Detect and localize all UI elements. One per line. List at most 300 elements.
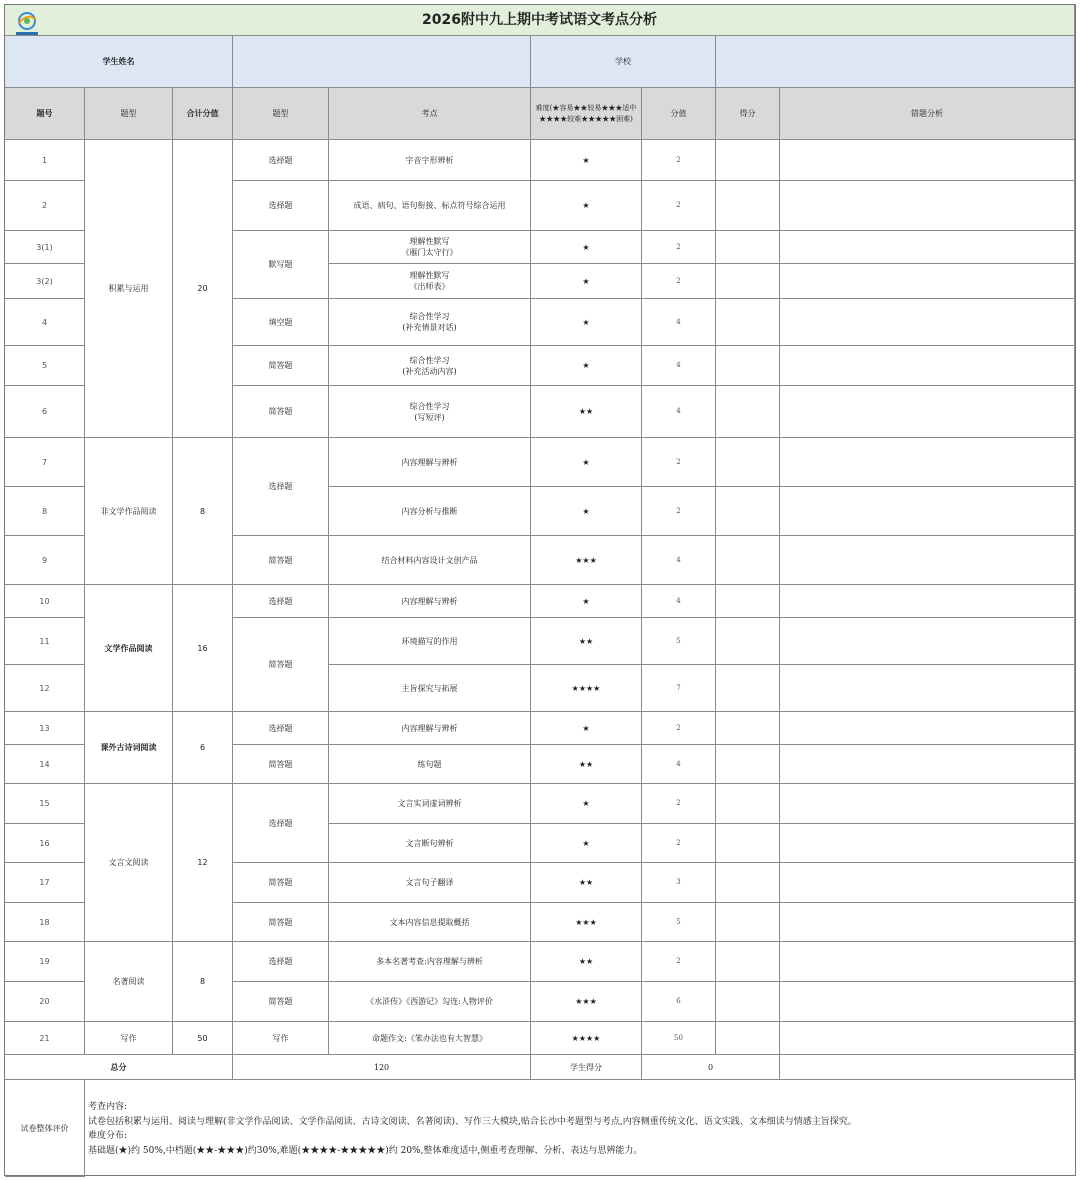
topic-cell (329, 181, 531, 231)
earned-score-cell[interactable] (716, 231, 780, 264)
score-cell-text: 2 (676, 506, 681, 515)
question-no-text: 19 (39, 957, 50, 966)
topic-cell-text: 主旨探究与拓展 (401, 683, 458, 693)
question-no-text: 3(1) (36, 242, 53, 252)
score-cell (642, 1022, 716, 1055)
section-name-text: 非文学作品阅读 (100, 506, 157, 516)
section-name (85, 942, 173, 1022)
error-analysis-cell[interactable] (780, 585, 1075, 618)
difficulty-cell-text: ★ (582, 155, 590, 165)
difficulty-cell-text: ★★ (578, 759, 594, 769)
topic-cell (329, 299, 531, 346)
score-cell-text: 50 (674, 1033, 683, 1042)
difficulty-cell (531, 487, 642, 536)
section-total-text: 8 (199, 506, 206, 516)
error-analysis-cell[interactable] (780, 903, 1075, 942)
topic-cell-text: 理解性默写 《雁门太守行》 (401, 237, 458, 257)
question-no (5, 386, 85, 438)
question-no-text: 15 (39, 799, 50, 808)
logo-icon (13, 11, 41, 37)
header-1-text: 题号 (36, 109, 53, 118)
topic-cell-text: 《水浒传》《西游记》勾连:人物评价 (366, 997, 493, 1006)
score-cell (642, 438, 716, 487)
topic-cell (329, 903, 531, 942)
error-analysis-cell[interactable] (780, 299, 1075, 346)
difficulty-cell-text: ★★ (578, 636, 594, 646)
difficulty-cell-text: ★ (582, 242, 590, 252)
question-no-text: 7 (41, 457, 48, 467)
score-cell-text: 2 (676, 723, 681, 732)
question-type (233, 1022, 329, 1055)
difficulty-cell-text: ★ (582, 276, 590, 286)
question-type-text: 选择题 (268, 957, 293, 966)
topic-cell-text: 练句题 (417, 759, 442, 769)
question-type (233, 745, 329, 784)
topic-cell-text: 理解性默写 《出师表》 (409, 271, 450, 291)
difficulty-cell (531, 942, 642, 982)
difficulty-cell-text: ★ (582, 799, 590, 808)
error-analysis-cell[interactable] (780, 942, 1075, 982)
header-6-text: 难度(★容易★★较易★★★适中★★★★较难★★★★★困难) (535, 103, 637, 123)
error-analysis-cell[interactable] (780, 346, 1075, 386)
topic-cell (329, 982, 531, 1022)
earned-score-cell[interactable] (716, 386, 780, 438)
topic-cell-text: 多本名著考查:内容理解与辨析 (376, 957, 483, 966)
section-total-text: 12 (197, 858, 208, 867)
header-2-text: 题型 (120, 109, 137, 118)
score-cell (642, 863, 716, 903)
difficulty-cell (531, 712, 642, 745)
earned-score-cell[interactable] (716, 712, 780, 745)
difficulty-cell (531, 784, 642, 824)
difficulty-cell (531, 982, 642, 1022)
difficulty-cell-text: ★★★ (575, 555, 597, 565)
question-type-text: 简答题 (268, 917, 293, 927)
question-type-text: 选择题 (268, 482, 293, 491)
student-name-label: 学生姓名 (5, 36, 233, 88)
total-value-text: 120 (373, 1062, 390, 1072)
difficulty-cell-text: ★ (582, 317, 590, 327)
header-7 (642, 88, 716, 140)
topic-cell (329, 665, 531, 712)
question-no (5, 231, 85, 264)
question-no (5, 665, 85, 712)
topic-cell (329, 585, 531, 618)
topic-cell-text: 结合材料内容设计文创产品 (381, 555, 478, 565)
score-cell (642, 665, 716, 712)
score-cell (642, 536, 716, 585)
error-analysis-cell[interactable] (780, 618, 1075, 665)
difficulty-cell (531, 346, 642, 386)
error-analysis-cell[interactable] (780, 438, 1075, 487)
section-name (85, 585, 173, 712)
question-no-text: 12 (39, 683, 50, 693)
question-no (5, 982, 85, 1022)
earned-score-cell[interactable] (716, 585, 780, 618)
question-type-text: 简答题 (268, 555, 293, 565)
earned-score-cell[interactable] (716, 665, 780, 712)
evaluation-label-text: 试卷整体评价 (20, 1123, 69, 1133)
student-name-value[interactable] (233, 36, 531, 88)
header-4 (233, 88, 329, 140)
question-no-text: 6 (41, 407, 48, 416)
section-name-text: 课外古诗词阅读 (100, 743, 157, 752)
question-type-text: 简答题 (268, 759, 293, 769)
score-cell-text: 2 (676, 276, 681, 285)
question-type-text: 简答题 (268, 660, 293, 669)
question-type (233, 942, 329, 982)
header-8-text: 得分 (739, 109, 756, 118)
section-total (173, 712, 233, 784)
question-type (233, 140, 329, 181)
question-type (233, 386, 329, 438)
header-3-text: 合计分值 (186, 109, 219, 118)
difficulty-cell (531, 438, 642, 487)
question-no (5, 487, 85, 536)
question-type-text: 简答题 (268, 997, 293, 1006)
summary-blank (780, 1055, 1075, 1080)
topic-cell-text: 文言断句辨析 (405, 838, 454, 848)
question-no (5, 264, 85, 299)
error-analysis-cell[interactable] (780, 863, 1075, 903)
score-cell (642, 386, 716, 438)
question-no-text: 10 (39, 596, 50, 606)
difficulty-cell-text: ★★ (578, 957, 594, 966)
earned-score-cell[interactable] (716, 140, 780, 181)
topic-cell-text: 文本内容信息提取概括 (389, 917, 470, 927)
topic-cell (329, 231, 531, 264)
question-no (5, 863, 85, 903)
exam-analysis-sheet (4, 4, 1076, 1176)
header-9 (780, 88, 1075, 140)
topic-cell (329, 438, 531, 487)
student-score-value-text: 0 (707, 1062, 714, 1072)
score-cell-text: 6 (676, 997, 681, 1005)
difficulty-cell (531, 745, 642, 784)
question-type (233, 536, 329, 585)
error-analysis-cell[interactable] (780, 712, 1075, 745)
score-cell (642, 346, 716, 386)
question-no (5, 346, 85, 386)
section-name-text: 写作 (120, 1033, 137, 1043)
question-no (5, 745, 85, 784)
score-cell-text: 4 (676, 361, 681, 369)
question-type-text: 选择题 (268, 723, 293, 733)
question-no-text: 11 (39, 636, 50, 646)
section-name-text: 积累与运用 (108, 284, 149, 293)
error-analysis-cell[interactable] (780, 665, 1075, 712)
question-type (233, 618, 329, 712)
student-score-value (642, 1055, 780, 1080)
evaluation-label (5, 1080, 85, 1177)
score-cell (642, 231, 716, 264)
error-analysis-cell[interactable] (780, 231, 1075, 264)
earned-score-cell[interactable] (716, 346, 780, 386)
question-type (233, 982, 329, 1022)
question-no-text: 21 (39, 1033, 50, 1043)
difficulty-cell (531, 863, 642, 903)
question-type (233, 181, 329, 231)
score-cell-text: 7 (676, 683, 681, 692)
score-cell-text: 4 (676, 596, 681, 605)
question-type-text: 简答题 (268, 361, 293, 370)
difficulty-cell-text: ★★★ (575, 917, 597, 927)
score-cell-text: 2 (676, 155, 681, 164)
section-total-text: 8 (199, 977, 206, 986)
difficulty-cell (531, 1022, 642, 1055)
topic-cell (329, 140, 531, 181)
section-name (85, 712, 173, 784)
student-score-label-text: 学生得分 (570, 1062, 602, 1072)
score-cell (642, 299, 716, 346)
question-type (233, 231, 329, 299)
error-analysis-cell[interactable] (780, 264, 1075, 299)
topic-cell (329, 346, 531, 386)
question-no (5, 181, 85, 231)
topic-cell (329, 784, 531, 824)
difficulty-cell-text: ★ (582, 838, 590, 848)
header-4-text: 题型 (272, 109, 289, 118)
error-analysis-cell[interactable] (780, 487, 1075, 536)
topic-cell-text: 综合性学习 (写短评) (409, 401, 450, 422)
header-3 (173, 88, 233, 140)
topic-cell-text: 环境描写的作用 (401, 636, 458, 646)
header-5 (329, 88, 531, 140)
difficulty-cell-text: ★ (582, 201, 590, 210)
topic-cell-text: 命题作文:《笨办法也有大智慧》 (372, 1033, 487, 1043)
topic-cell (329, 386, 531, 438)
earned-score-cell[interactable] (716, 745, 780, 784)
topic-cell-text: 内容分析与推断 (401, 506, 458, 516)
question-type (233, 784, 329, 863)
topic-cell (329, 618, 531, 665)
error-analysis-cell[interactable] (780, 1022, 1075, 1055)
difficulty-cell (531, 231, 642, 264)
score-cell (642, 618, 716, 665)
earned-score-cell[interactable] (716, 264, 780, 299)
question-no-text: 5 (41, 361, 48, 370)
question-type-text: 简答题 (268, 878, 293, 887)
total-value (233, 1055, 531, 1080)
difficulty-cell-text: ★★★★ (571, 683, 601, 693)
difficulty-cell (531, 386, 642, 438)
question-no (5, 1022, 85, 1055)
difficulty-cell (531, 665, 642, 712)
earned-score-cell[interactable] (716, 487, 780, 536)
header-7-text: 分值 (670, 109, 687, 118)
topic-cell-text: 文言句子翻译 (405, 878, 454, 887)
question-type (233, 438, 329, 536)
earned-score-cell[interactable] (716, 863, 780, 903)
difficulty-cell-text: ★★ (578, 878, 594, 887)
header-5-text: 考点 (421, 109, 438, 118)
page-title: 2026附中九上期中考试语文考点分析 (422, 11, 657, 28)
section-total (173, 942, 233, 1022)
difficulty-cell (531, 618, 642, 665)
section-name (85, 140, 173, 438)
section-total (173, 438, 233, 585)
section-total (173, 585, 233, 712)
difficulty-cell-text: ★ (582, 506, 590, 516)
score-cell (642, 487, 716, 536)
difficulty-cell-text: ★★ (578, 407, 594, 416)
question-no-text: 3(2) (36, 276, 53, 286)
header-1 (5, 88, 85, 140)
question-no-text: 2 (41, 201, 48, 210)
question-type-text: 填空题 (268, 317, 293, 327)
section-total-text: 50 (197, 1033, 208, 1043)
question-no (5, 903, 85, 942)
header-6 (531, 88, 642, 140)
header-9-text: 错题分析 (911, 109, 943, 118)
topic-cell (329, 942, 531, 982)
school-label: 学校 (531, 36, 716, 88)
score-cell-text: 4 (676, 555, 681, 564)
difficulty-cell (531, 264, 642, 299)
question-no-text: 9 (41, 555, 48, 565)
section-total (173, 1022, 233, 1055)
error-analysis-cell[interactable] (780, 536, 1075, 585)
score-cell-text: 3 (676, 878, 681, 886)
section-name-text: 文学作品阅读 (104, 643, 153, 653)
earned-score-cell[interactable] (716, 903, 780, 942)
question-no (5, 784, 85, 824)
topic-cell (329, 824, 531, 863)
score-cell-text: 2 (676, 242, 681, 251)
difficulty-cell-text: ★★★★ (571, 1033, 601, 1043)
difficulty-cell (531, 585, 642, 618)
section-name-text: 名著阅读 (112, 977, 145, 986)
question-no (5, 585, 85, 618)
evaluation-line: 难度分布: (88, 1131, 128, 1141)
difficulty-cell-text: ★★★ (575, 997, 597, 1006)
question-no-text: 17 (39, 878, 50, 887)
topic-cell (329, 1022, 531, 1055)
question-type (233, 299, 329, 346)
question-no-text: 14 (39, 759, 50, 769)
section-total-text: 16 (197, 643, 208, 653)
score-cell (642, 585, 716, 618)
topic-cell (329, 536, 531, 585)
title-cell (5, 5, 1075, 36)
error-analysis-cell[interactable] (780, 745, 1075, 784)
question-type-text: 写作 (272, 1033, 289, 1043)
earned-score-cell[interactable] (716, 942, 780, 982)
topic-cell-text: 成语、病句、语句衔接、标点符号综合运用 (353, 201, 506, 210)
question-no (5, 299, 85, 346)
error-analysis-cell[interactable] (780, 824, 1075, 863)
score-cell (642, 784, 716, 824)
score-cell (642, 140, 716, 181)
score-cell-text: 4 (676, 407, 681, 415)
section-total-text: 20 (197, 284, 208, 293)
difficulty-cell (531, 140, 642, 181)
section-total (173, 140, 233, 438)
score-cell-text: 5 (676, 917, 681, 926)
topic-cell (329, 487, 531, 536)
earned-score-cell[interactable] (716, 982, 780, 1022)
difficulty-cell (531, 299, 642, 346)
topic-cell-text: 综合性学习 (补充活动内容) (402, 355, 457, 376)
topic-cell (329, 745, 531, 784)
section-name (85, 784, 173, 942)
section-total (173, 784, 233, 942)
school-value[interactable] (716, 36, 1075, 88)
header-8 (716, 88, 780, 140)
score-cell (642, 181, 716, 231)
question-type (233, 903, 329, 942)
evaluation-line: 基础题(★)约 50%,中档题(★★-★★★)约30%,难题(★★★★-★★★★★)约 20%,整体难度适中,侧重考查理解、分析、表达与思辨能力。 (88, 1145, 643, 1156)
question-no-text: 18 (39, 917, 50, 927)
difficulty-cell-text: ★ (582, 457, 590, 467)
question-no (5, 536, 85, 585)
difficulty-cell-text: ★ (582, 596, 590, 606)
section-name-text: 文言文阅读 (108, 858, 149, 867)
earned-score-cell[interactable] (716, 299, 780, 346)
earned-score-cell[interactable] (716, 181, 780, 231)
error-analysis-cell[interactable] (780, 181, 1075, 231)
topic-cell-text: 内容理解与辨析 (401, 596, 458, 606)
question-no-text: 4 (41, 317, 48, 327)
score-cell (642, 824, 716, 863)
earned-score-cell[interactable] (716, 438, 780, 487)
difficulty-cell (531, 536, 642, 585)
evaluation-text (88, 1084, 857, 1158)
topic-cell-text: 内容理解与辨析 (401, 723, 458, 733)
score-cell-text: 2 (676, 838, 681, 847)
error-analysis-cell[interactable] (780, 784, 1075, 824)
score-cell-text: 2 (676, 957, 681, 965)
question-no (5, 618, 85, 665)
header-2 (85, 88, 173, 140)
question-type-text: 选择题 (268, 818, 293, 828)
score-cell-text: 2 (676, 799, 681, 807)
earned-score-cell[interactable] (716, 824, 780, 863)
difficulty-cell-text: ★ (582, 361, 590, 370)
question-no (5, 712, 85, 745)
question-type (233, 863, 329, 903)
error-analysis-cell[interactable] (780, 982, 1075, 1022)
topic-cell (329, 712, 531, 745)
score-cell (642, 982, 716, 1022)
question-type-text: 选择题 (268, 596, 293, 606)
question-type-text: 选择题 (268, 201, 293, 210)
question-type (233, 585, 329, 618)
score-cell (642, 745, 716, 784)
question-no (5, 942, 85, 982)
difficulty-cell (531, 181, 642, 231)
section-name (85, 438, 173, 585)
question-no-text: 1 (41, 155, 48, 165)
evaluation-line: 考查内容: (88, 1102, 128, 1112)
earned-score-cell[interactable] (716, 618, 780, 665)
total-label (5, 1055, 233, 1080)
section-total-text: 6 (199, 743, 206, 752)
question-type-text: 简答题 (268, 407, 293, 416)
difficulty-cell (531, 824, 642, 863)
question-type-text: 选择题 (268, 155, 293, 165)
error-analysis-cell[interactable] (780, 140, 1075, 181)
score-cell-text: 2 (676, 457, 681, 466)
question-no-text: 16 (39, 838, 50, 848)
evaluation-line: 试卷包括积累与运用、阅读与理解(非文学作品阅读、文学作品阅读、古诗文阅读、名著阅读)、写作三大模块,贴合长沙中考题型与考点,内容侧重传统文化、语文实践、文本细读与情感主旨探究。 (88, 1116, 857, 1127)
score-cell-text: 2 (676, 201, 681, 209)
earned-score-cell[interactable] (716, 1022, 780, 1055)
error-analysis-cell[interactable] (780, 386, 1075, 438)
earned-score-cell[interactable] (716, 784, 780, 824)
earned-score-cell[interactable] (716, 536, 780, 585)
question-no-text: 13 (39, 723, 50, 733)
